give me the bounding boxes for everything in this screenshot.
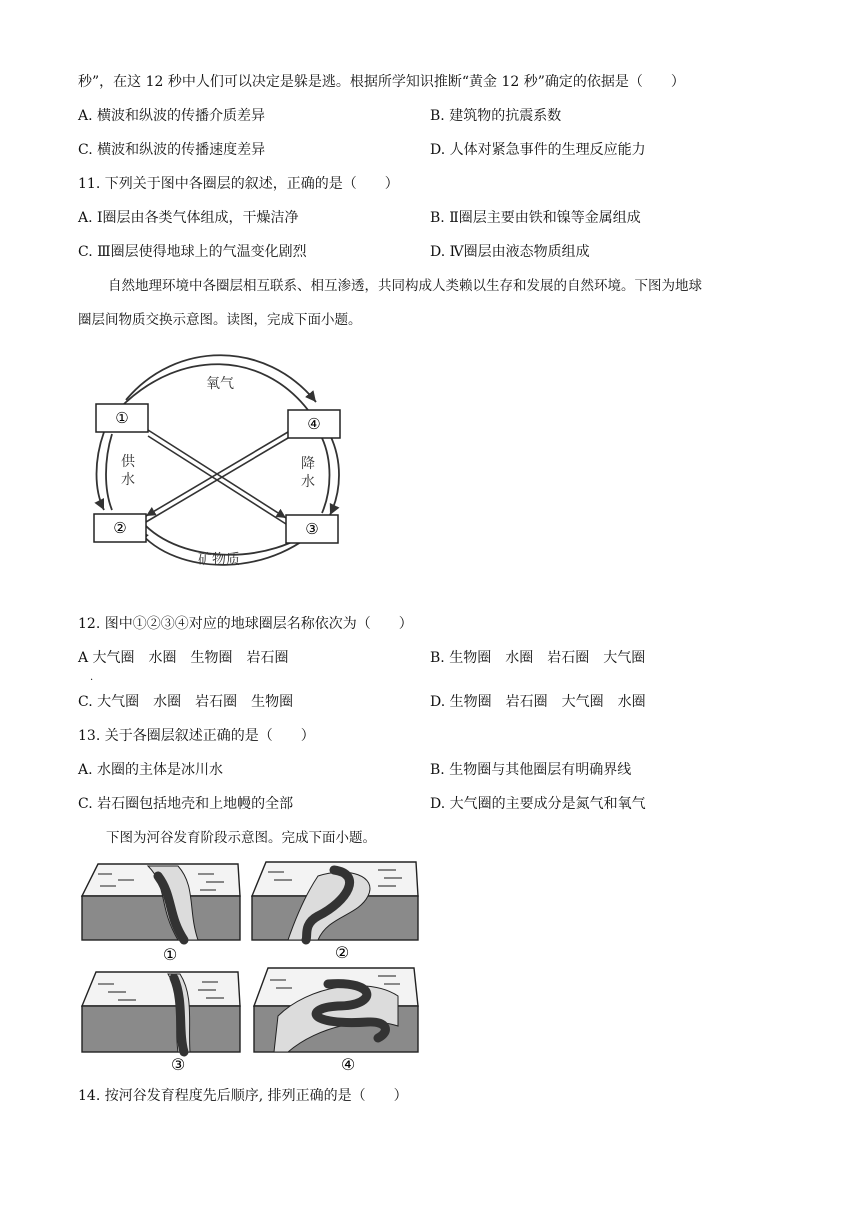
water-supply-label-2: 水 [121,472,135,488]
q13-option-d: D. 大气圈的主要成分是氮气和氧气 [430,796,646,812]
box-1-label: ① [115,409,129,427]
intro2: 下图为河谷发育阶段示意图。完成下面小题。 [106,830,376,846]
q12-option-c: C. 大气圈 水圈 岩石圈 生物圈 [78,694,294,710]
valley-label-1: ① [162,945,178,964]
valley-label-3: ③ [170,1055,186,1074]
box-2-label: ② [113,519,127,537]
oxygen-label: 氧气 [206,376,234,392]
q10-stem-tail: 秒”，在这 12 秒中人们可以决定是躲是逃。根据所学知识推断“黄金 12 秒”确定的依据是（ ） [78,74,685,90]
box-3-label: ③ [305,520,319,538]
q11-option-d: D. Ⅳ圈层由液态物质组成 [430,244,590,260]
q10-option-d: D. 人体对紧急事件的生理反应能力 [430,142,646,158]
valley-label-2: ② [334,943,350,962]
minerals-label: 矿物质 [198,552,240,568]
box-4-label: ④ [307,415,321,433]
q11-stem: 11. 下列关于图中各圈层的叙述，正确的是（ ） [78,176,399,192]
q12-stray-dot: . [90,672,94,683]
q13-option-c: C. 岩石圈包括地壳和上地幔的全部 [78,796,294,812]
q13-option-a: A. 水圈的主体是冰川水 [78,762,224,778]
q13-stem: 13. 关于各圈层叙述正确的是（ ） [78,728,315,744]
river-valley-diagram [78,856,423,1074]
q10-option-a: A. 横波和纵波的传播介质差异 [78,108,266,124]
q12-option-a: A 大气圈 水圈 生物圈 岩石圈 [78,650,289,666]
water-supply-label-1: 供 [121,454,135,470]
valley-block-1 [82,864,240,940]
intro1-line2: 圈层间物质交换示意图。读图，完成下面小题。 [78,312,362,328]
precipitation-label-2: 水 [301,474,315,490]
valley-label-4: ④ [340,1055,356,1074]
q11-option-a: A. Ⅰ圈层由各类气体组成，干燥洁净 [78,210,299,226]
valley-block-2 [252,862,418,940]
intro1-line1: 自然地理环境中各圈层相互联系、相互渗透，共同构成人类赖以生存和发展的自然环境。下图为地球 [108,278,702,294]
q12-option-b: B. 生物圈 水圈 岩石圈 大气圈 [430,650,646,666]
q10-option-b: B. 建筑物的抗震系数 [430,108,562,124]
precipitation-label-1: 降 [301,456,315,472]
q13-option-b: B. 生物圈与其他圈层有明确界线 [430,762,632,778]
q10-option-c: C. 横波和纵波的传播速度差异 [78,142,266,158]
valley-block-3 [82,972,240,1052]
q12-option-d: D. 生物圈 岩石圈 大气圈 水圈 [430,694,646,710]
q11-option-b: B. Ⅱ圈层主要由铁和镍等金属组成 [430,210,641,226]
q14-stem: 14. 按河谷发育程度先后顺序, 排列正确的是（ ） [78,1088,408,1104]
valley-block-4 [254,968,418,1052]
q12-stem: 12. 图中①②③④对应的地球圈层名称依次为（ ） [78,616,413,632]
q11-option-c: C. Ⅲ圈层使得地球上的气温变化剧烈 [78,244,307,260]
sphere-exchange-diagram [86,350,356,590]
